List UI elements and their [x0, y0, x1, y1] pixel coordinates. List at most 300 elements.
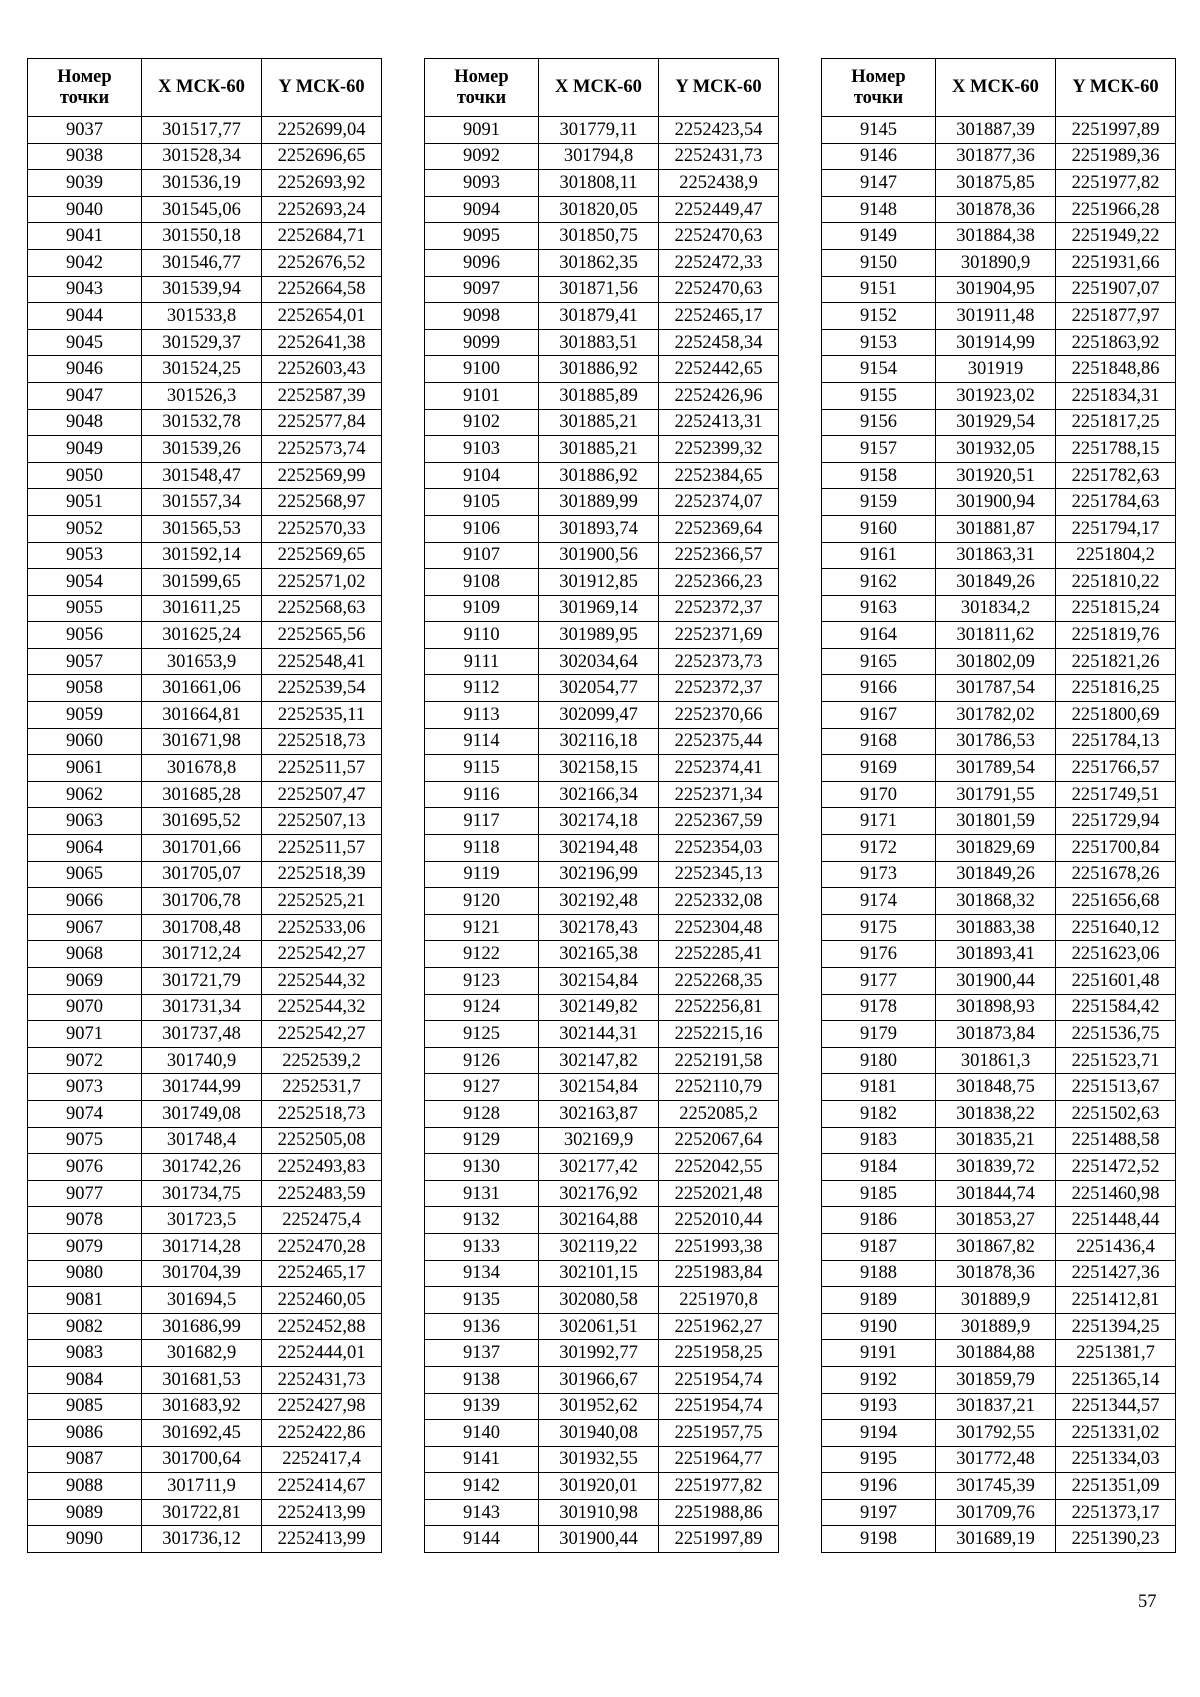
x-coordinate-cell: 302154,84 [539, 968, 659, 995]
point-number-cell: 9123 [425, 968, 539, 995]
table-row [822, 1340, 1176, 1367]
y-coordinate-cell: 2252531,7 [262, 1074, 382, 1101]
table-row [425, 542, 779, 569]
point-number-cell: 9058 [28, 675, 142, 702]
y-coordinate-cell: 2251784,13 [1056, 728, 1176, 755]
y-coordinate-cell: 2252533,06 [262, 914, 382, 941]
y-coordinate-cell: 2252460,05 [262, 1287, 382, 1314]
x-coordinate-cell: 301893,74 [539, 515, 659, 542]
y-coordinate-cell: 2252423,54 [659, 117, 779, 144]
y-coordinate-cell: 2252696,65 [262, 143, 382, 170]
table-row [425, 1207, 779, 1234]
y-coordinate-cell: 2252384,65 [659, 462, 779, 489]
point-number-cell: 9094 [425, 196, 539, 223]
table-row [28, 1021, 382, 1048]
x-coordinate-cell: 301834,2 [936, 595, 1056, 622]
y-coordinate-cell: 2252518,73 [262, 1100, 382, 1127]
table-row [822, 1180, 1176, 1207]
table-row [425, 1446, 779, 1473]
x-coordinate-cell: 301737,48 [142, 1021, 262, 1048]
point-number-cell: 9063 [28, 808, 142, 835]
table-row [822, 781, 1176, 808]
x-coordinate-cell: 301611,25 [142, 595, 262, 622]
point-number-cell: 9054 [28, 569, 142, 596]
y-coordinate-cell: 2252369,64 [659, 515, 779, 542]
x-coordinate-cell: 301712,24 [142, 941, 262, 968]
y-coordinate-cell: 2252573,74 [262, 436, 382, 463]
y-coordinate-cell: 2251977,82 [1056, 170, 1176, 197]
x-coordinate-cell: 301910,98 [539, 1499, 659, 1526]
point-number-cell: 9173 [822, 861, 936, 888]
y-coordinate-cell: 2252483,59 [262, 1180, 382, 1207]
table-row [28, 675, 382, 702]
x-coordinate-cell: 301536,19 [142, 170, 262, 197]
y-coordinate-cell: 2252345,13 [659, 861, 779, 888]
y-coordinate-cell: 2252375,44 [659, 728, 779, 755]
table-row [28, 462, 382, 489]
table-row [822, 356, 1176, 383]
table-row [28, 835, 382, 862]
table-row [822, 675, 1176, 702]
y-coordinate-cell: 2252542,27 [262, 941, 382, 968]
point-number-cell: 9132 [425, 1207, 539, 1234]
point-number-cell: 9131 [425, 1180, 539, 1207]
table-row [822, 223, 1176, 250]
point-number-cell: 9181 [822, 1074, 936, 1101]
point-number-cell: 9106 [425, 515, 539, 542]
point-number-cell: 9115 [425, 755, 539, 782]
y-coordinate-cell: 2252684,71 [262, 223, 382, 250]
x-coordinate-cell: 301745,39 [936, 1473, 1056, 1500]
x-coordinate-cell: 302169,9 [539, 1127, 659, 1154]
x-coordinate-cell: 302034,64 [539, 648, 659, 675]
table-row [425, 569, 779, 596]
x-coordinate-cell: 301736,12 [142, 1526, 262, 1553]
point-number-cell: 9178 [822, 994, 936, 1021]
table-row [425, 808, 779, 835]
x-coordinate-cell: 301711,9 [142, 1473, 262, 1500]
header-label: Номер точки [851, 66, 906, 108]
table-row [822, 648, 1176, 675]
y-coordinate-cell: 2251488,58 [1056, 1127, 1176, 1154]
point-number-cell: 9064 [28, 835, 142, 862]
header-point-number [425, 59, 539, 117]
table-row [425, 303, 779, 330]
x-coordinate-cell: 301835,21 [936, 1127, 1056, 1154]
x-coordinate-cell: 301734,75 [142, 1180, 262, 1207]
point-number-cell: 9161 [822, 542, 936, 569]
point-number-cell: 9066 [28, 888, 142, 915]
x-coordinate-cell: 301900,44 [936, 968, 1056, 995]
y-coordinate-cell: 2252422,86 [262, 1420, 382, 1447]
y-coordinate-cell: 2252449,47 [659, 196, 779, 223]
point-number-cell: 9037 [28, 117, 142, 144]
x-coordinate-cell: 301708,48 [142, 914, 262, 941]
point-number-cell: 9167 [822, 702, 936, 729]
table-row [28, 1340, 382, 1367]
y-coordinate-cell: 2252587,39 [262, 382, 382, 409]
x-coordinate-cell: 301820,05 [539, 196, 659, 223]
point-number-cell: 9169 [822, 755, 936, 782]
y-coordinate-cell: 2252475,4 [262, 1207, 382, 1234]
point-number-cell: 9046 [28, 356, 142, 383]
x-coordinate-cell: 301694,5 [142, 1287, 262, 1314]
point-number-cell: 9175 [822, 914, 936, 941]
x-coordinate-cell: 301681,53 [142, 1366, 262, 1393]
table-row [28, 1180, 382, 1207]
y-coordinate-cell: 2251513,67 [1056, 1074, 1176, 1101]
y-coordinate-cell: 2252431,73 [659, 143, 779, 170]
table-row [822, 1446, 1176, 1473]
x-coordinate-cell: 301900,94 [936, 489, 1056, 516]
y-coordinate-cell: 2251536,75 [1056, 1021, 1176, 1048]
y-coordinate-cell: 2252565,56 [262, 622, 382, 649]
x-coordinate-cell: 301742,26 [142, 1154, 262, 1181]
table-row [425, 755, 779, 782]
table-row [28, 1313, 382, 1340]
point-number-cell: 9195 [822, 1446, 936, 1473]
point-number-cell: 9137 [425, 1340, 539, 1367]
y-coordinate-cell: 2252042,55 [659, 1154, 779, 1181]
y-coordinate-cell: 2251966,28 [1056, 196, 1176, 223]
x-coordinate-cell: 302192,48 [539, 888, 659, 915]
x-coordinate-cell: 301682,9 [142, 1340, 262, 1367]
table-row [822, 1499, 1176, 1526]
table-row [28, 382, 382, 409]
y-coordinate-cell: 2251964,77 [659, 1446, 779, 1473]
point-number-cell: 9059 [28, 702, 142, 729]
y-coordinate-cell: 2252470,63 [659, 276, 779, 303]
point-number-cell: 9151 [822, 276, 936, 303]
x-coordinate-cell: 301740,9 [142, 1047, 262, 1074]
table-row [822, 1154, 1176, 1181]
point-number-cell: 9164 [822, 622, 936, 649]
y-coordinate-cell: 2252414,67 [262, 1473, 382, 1500]
point-number-cell: 9076 [28, 1154, 142, 1181]
point-number-cell: 9126 [425, 1047, 539, 1074]
point-number-cell: 9168 [822, 728, 936, 755]
y-coordinate-cell: 2251863,92 [1056, 329, 1176, 356]
y-coordinate-cell: 2252085,2 [659, 1100, 779, 1127]
table-row [28, 941, 382, 968]
table-row [28, 861, 382, 888]
x-coordinate-cell: 301886,92 [539, 356, 659, 383]
x-coordinate-cell: 301671,98 [142, 728, 262, 755]
x-coordinate-cell: 301565,53 [142, 515, 262, 542]
point-number-cell: 9133 [425, 1233, 539, 1260]
x-coordinate-cell: 301794,8 [539, 143, 659, 170]
point-number-cell: 9068 [28, 941, 142, 968]
x-coordinate-cell: 302178,43 [539, 914, 659, 941]
point-number-cell: 9093 [425, 170, 539, 197]
header-point-number [28, 59, 142, 117]
x-coordinate-cell: 301920,01 [539, 1473, 659, 1500]
table-row [28, 542, 382, 569]
x-coordinate-cell: 301952,62 [539, 1393, 659, 1420]
x-coordinate-cell: 301721,79 [142, 968, 262, 995]
y-coordinate-cell: 2251962,27 [659, 1313, 779, 1340]
x-coordinate-cell: 301887,39 [936, 117, 1056, 144]
point-number-cell: 9185 [822, 1180, 936, 1207]
y-coordinate-cell: 2251954,74 [659, 1366, 779, 1393]
x-coordinate-cell: 301932,05 [936, 436, 1056, 463]
table-row [822, 1260, 1176, 1287]
point-number-cell: 9120 [425, 888, 539, 915]
point-number-cell: 9107 [425, 542, 539, 569]
y-coordinate-cell: 2252010,44 [659, 1207, 779, 1234]
x-coordinate-cell: 301859,79 [936, 1366, 1056, 1393]
x-coordinate-cell: 301539,26 [142, 436, 262, 463]
y-coordinate-cell: 2252518,73 [262, 728, 382, 755]
y-coordinate-cell: 2252470,63 [659, 223, 779, 250]
point-number-cell: 9048 [28, 409, 142, 436]
x-coordinate-cell: 302099,47 [539, 702, 659, 729]
y-coordinate-cell: 2252371,34 [659, 781, 779, 808]
table-row [822, 462, 1176, 489]
table-row [28, 569, 382, 596]
point-number-cell: 9080 [28, 1260, 142, 1287]
point-number-cell: 9092 [425, 143, 539, 170]
point-number-cell: 9091 [425, 117, 539, 144]
header-label: Номер точки [454, 66, 509, 108]
point-number-cell: 9070 [28, 994, 142, 1021]
y-coordinate-cell: 2252505,08 [262, 1127, 382, 1154]
y-coordinate-cell: 2252568,63 [262, 595, 382, 622]
x-coordinate-cell: 301695,52 [142, 808, 262, 835]
point-number-cell: 9160 [822, 515, 936, 542]
y-coordinate-cell: 2252470,28 [262, 1233, 382, 1260]
x-coordinate-cell: 301599,65 [142, 569, 262, 596]
table-row [425, 143, 779, 170]
x-coordinate-cell: 301868,32 [936, 888, 1056, 915]
point-number-cell: 9177 [822, 968, 936, 995]
point-number-cell: 9071 [28, 1021, 142, 1048]
y-coordinate-cell: 2252417,4 [262, 1446, 382, 1473]
point-number-cell: 9186 [822, 1207, 936, 1234]
y-coordinate-cell: 2252664,58 [262, 276, 382, 303]
y-coordinate-cell: 2251977,82 [659, 1473, 779, 1500]
point-number-cell: 9077 [28, 1180, 142, 1207]
x-coordinate-cell: 301884,88 [936, 1340, 1056, 1367]
table-row [28, 356, 382, 383]
table-row [425, 861, 779, 888]
point-number-cell: 9148 [822, 196, 936, 223]
table-row [28, 1473, 382, 1500]
table-row [28, 117, 382, 144]
y-coordinate-cell: 2252493,83 [262, 1154, 382, 1181]
point-number-cell: 9165 [822, 648, 936, 675]
table-row [425, 329, 779, 356]
x-coordinate-cell: 301839,72 [936, 1154, 1056, 1181]
x-coordinate-cell: 302144,31 [539, 1021, 659, 1048]
x-coordinate-cell: 301969,14 [539, 595, 659, 622]
y-coordinate-cell: 2251815,24 [1056, 595, 1176, 622]
table-row [822, 595, 1176, 622]
x-coordinate-cell: 302164,88 [539, 1207, 659, 1234]
y-coordinate-cell: 2252413,99 [262, 1526, 382, 1553]
x-coordinate-cell: 302194,48 [539, 835, 659, 862]
table-row [28, 436, 382, 463]
x-coordinate-cell: 301849,26 [936, 861, 1056, 888]
x-coordinate-cell: 301862,35 [539, 249, 659, 276]
y-coordinate-cell: 2251983,84 [659, 1260, 779, 1287]
table-row [28, 143, 382, 170]
y-coordinate-cell: 2251460,98 [1056, 1180, 1176, 1207]
x-coordinate-cell: 301529,37 [142, 329, 262, 356]
point-number-cell: 9073 [28, 1074, 142, 1101]
y-coordinate-cell: 2252191,58 [659, 1047, 779, 1074]
x-coordinate-cell: 301786,53 [936, 728, 1056, 755]
x-coordinate-cell: 301879,41 [539, 303, 659, 330]
point-number-cell: 9104 [425, 462, 539, 489]
point-number-cell: 9140 [425, 1420, 539, 1447]
y-coordinate-cell: 2251502,63 [1056, 1100, 1176, 1127]
table-row [425, 1180, 779, 1207]
point-number-cell: 9050 [28, 462, 142, 489]
point-number-cell: 9139 [425, 1393, 539, 1420]
x-coordinate-cell: 301919 [936, 356, 1056, 383]
x-coordinate-cell: 301890,9 [936, 249, 1056, 276]
point-number-cell: 9112 [425, 675, 539, 702]
table-row [28, 1393, 382, 1420]
x-coordinate-cell: 301787,54 [936, 675, 1056, 702]
table-row [425, 382, 779, 409]
y-coordinate-cell: 2251381,7 [1056, 1340, 1176, 1367]
y-coordinate-cell: 2251782,63 [1056, 462, 1176, 489]
table-row [822, 117, 1176, 144]
table-row [425, 888, 779, 915]
table-row [425, 781, 779, 808]
point-number-cell: 9105 [425, 489, 539, 516]
x-coordinate-cell: 301678,8 [142, 755, 262, 782]
table-row [425, 1233, 779, 1260]
y-coordinate-cell: 2252426,96 [659, 382, 779, 409]
x-coordinate-cell: 301723,5 [142, 1207, 262, 1234]
y-coordinate-cell: 2252511,57 [262, 755, 382, 782]
table-row [28, 728, 382, 755]
table-row [822, 170, 1176, 197]
point-number-cell: 9062 [28, 781, 142, 808]
table-row [425, 941, 779, 968]
table-row [822, 409, 1176, 436]
x-coordinate-cell: 301883,38 [936, 914, 1056, 941]
table-row [822, 249, 1176, 276]
table-row [28, 515, 382, 542]
point-number-cell: 9119 [425, 861, 539, 888]
point-number-cell: 9097 [425, 276, 539, 303]
x-coordinate-cell: 301885,89 [539, 382, 659, 409]
y-coordinate-cell: 2251749,51 [1056, 781, 1176, 808]
point-number-cell: 9044 [28, 303, 142, 330]
y-coordinate-cell: 2252577,84 [262, 409, 382, 436]
table-row [822, 808, 1176, 835]
table-row [822, 196, 1176, 223]
x-coordinate-cell: 301808,11 [539, 170, 659, 197]
y-coordinate-cell: 2252544,32 [262, 968, 382, 995]
x-coordinate-cell: 301863,31 [936, 542, 1056, 569]
table-row [425, 835, 779, 862]
y-coordinate-cell: 2252568,97 [262, 489, 382, 516]
y-coordinate-cell: 2252354,03 [659, 835, 779, 862]
point-number-cell: 9087 [28, 1446, 142, 1473]
point-number-cell: 9198 [822, 1526, 936, 1553]
table-row [28, 1366, 382, 1393]
x-coordinate-cell: 301683,92 [142, 1393, 262, 1420]
point-number-cell: 9113 [425, 702, 539, 729]
header-x: X МСК-60 [142, 59, 262, 117]
y-coordinate-cell: 2252374,07 [659, 489, 779, 516]
x-coordinate-cell: 301889,9 [936, 1287, 1056, 1314]
y-coordinate-cell: 2251373,17 [1056, 1499, 1176, 1526]
x-coordinate-cell: 301526,3 [142, 382, 262, 409]
table-row [28, 170, 382, 197]
y-coordinate-cell: 2252539,54 [262, 675, 382, 702]
table-row [28, 223, 382, 250]
header-x: X МСК-60 [936, 59, 1056, 117]
table-row [425, 1499, 779, 1526]
y-coordinate-cell: 2252021,48 [659, 1180, 779, 1207]
table-row [425, 249, 779, 276]
x-coordinate-cell: 301709,76 [936, 1499, 1056, 1526]
y-coordinate-cell: 2251958,25 [659, 1340, 779, 1367]
point-number-cell: 9128 [425, 1100, 539, 1127]
table-row [28, 888, 382, 915]
x-coordinate-cell: 301548,47 [142, 462, 262, 489]
x-coordinate-cell: 301884,38 [936, 223, 1056, 250]
y-coordinate-cell: 2251848,86 [1056, 356, 1176, 383]
table-row [425, 356, 779, 383]
table-row [822, 1420, 1176, 1447]
table-row [822, 1393, 1176, 1420]
point-number-cell: 9129 [425, 1127, 539, 1154]
y-coordinate-cell: 2251427,36 [1056, 1260, 1176, 1287]
x-coordinate-cell: 301791,55 [936, 781, 1056, 808]
table-row [28, 968, 382, 995]
table-row [28, 409, 382, 436]
y-coordinate-cell: 2252511,57 [262, 835, 382, 862]
point-number-cell: 9143 [425, 1499, 539, 1526]
table-row [425, 1366, 779, 1393]
point-number-cell: 9081 [28, 1287, 142, 1314]
table-row [822, 329, 1176, 356]
point-number-cell: 9172 [822, 835, 936, 862]
y-coordinate-cell: 2252472,33 [659, 249, 779, 276]
point-number-cell: 9060 [28, 728, 142, 755]
y-coordinate-cell: 2252268,35 [659, 968, 779, 995]
table-row [425, 648, 779, 675]
header-y: Y МСК-60 [659, 59, 779, 117]
table-row [822, 276, 1176, 303]
x-coordinate-cell: 301731,34 [142, 994, 262, 1021]
y-coordinate-cell: 2252374,41 [659, 755, 779, 782]
point-number-cell: 9121 [425, 914, 539, 941]
table-row [28, 755, 382, 782]
point-number-cell: 9144 [425, 1526, 539, 1553]
x-coordinate-cell: 301883,51 [539, 329, 659, 356]
y-coordinate-cell: 2252699,04 [262, 117, 382, 144]
point-number-cell: 9180 [822, 1047, 936, 1074]
x-coordinate-cell: 301867,82 [936, 1233, 1056, 1260]
point-number-cell: 9156 [822, 409, 936, 436]
x-coordinate-cell: 301685,28 [142, 781, 262, 808]
table-row [822, 1100, 1176, 1127]
table-row [425, 1393, 779, 1420]
y-coordinate-cell: 2252465,17 [659, 303, 779, 330]
y-coordinate-cell: 2251766,57 [1056, 755, 1176, 782]
x-coordinate-cell: 301801,59 [936, 808, 1056, 835]
table-row [425, 994, 779, 1021]
point-number-cell: 9179 [822, 1021, 936, 1048]
